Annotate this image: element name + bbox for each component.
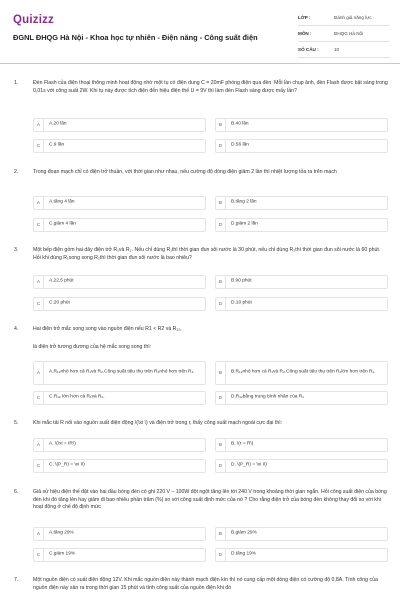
- option-letter: D: [216, 140, 226, 152]
- option-letter: C: [34, 549, 44, 561]
- option-text: D.R₁₂bằng trung bình nhân của R₁: [231, 394, 304, 400]
- option-text: C.giảm 19%: [49, 551, 76, 557]
- option-letter: A: [34, 119, 44, 131]
- option-letter: A: [34, 362, 44, 384]
- option-letter: B: [216, 119, 226, 131]
- option-text: D.giảm 2 lần: [231, 221, 258, 227]
- option-text: B. \(r = R\): [231, 441, 254, 447]
- option-letter: D: [216, 392, 226, 404]
- question-text: Một bếp điện gồm hai dây điện trở R₁và R₂. Nếu chỉ dùng R₁thì thời gian đun sôi nước là 30 phút, nếu chỉ dùng R₂thì thời gian đun sôi nước là 60 phút. Hỏi khi dùng R₁song song R₂thì thời gian đun sôi nước là bao nhiêu?: [33, 247, 381, 261]
- option-letter: B: [216, 276, 226, 288]
- meta-row-subject: [298, 28, 390, 42]
- option-text: B.40 lần: [231, 121, 249, 127]
- option-text: C. \(P_R) = \xi I\): [49, 462, 85, 468]
- meta-key: SỐ CÂU :: [298, 47, 319, 52]
- option-letter: D: [216, 549, 226, 561]
- option-text: B.tăng 2 lần: [231, 199, 257, 205]
- meta-key: MÔN :: [298, 31, 312, 36]
- question-number: 5.: [14, 420, 19, 426]
- option-text: C.20 phút: [49, 300, 70, 306]
- option-3a[interactable]: [33, 275, 206, 289]
- option-1d[interactable]: [215, 139, 388, 153]
- meta-value: Đánh giá năng lực: [334, 15, 372, 20]
- option-text: A.22,5 phút: [49, 278, 74, 284]
- option-5b[interactable]: [215, 438, 388, 452]
- option-letter: A: [34, 528, 44, 540]
- option-1a[interactable]: [33, 118, 206, 132]
- question-number: 4.: [14, 326, 19, 332]
- option-letter: A: [34, 439, 44, 451]
- question-text: Giả sử hiệu điện thế đặt vào hai đầu bóng đèn có ghi 220 V – 100W đột ngột tăng lên tới 240 V trong khoảng thời gian ngắn. Hỏi công suất điện của bóng đèn khi đó tăng lên hay giảm đi bao nhiêu phần trăm (%) so với công suất định mức của nó ? Cho rằng điện trở của bóng đèn không thay đổi so với khi hoạt động ở chế độ định mức: [33, 489, 387, 511]
- option-6b[interactable]: [215, 527, 388, 541]
- question-text: Đèn Flash của điện thoại thông minh hoạt động nhờ một tụ có điện dung C = 20mF phóng điện qua đèn. Mỗi lần chụp ảnh, đèn Flash được bật sáng trong 0,01s với công suất 2W. Khi tụ này được tích điện đến hiệu điện thế U = 9V thì làm đèn Flash sáng được mấy lần?: [33, 80, 388, 94]
- option-letter: C: [34, 392, 44, 404]
- option-text: A.tăng 4 lần: [49, 199, 75, 205]
- option-letter: A: [34, 197, 44, 209]
- option-2b[interactable]: [215, 196, 388, 210]
- option-text: D.56 lần: [231, 142, 249, 148]
- question-number: 1.: [14, 80, 19, 86]
- option-letter: C: [34, 460, 44, 472]
- question-number: 3.: [14, 247, 19, 253]
- question-text: Khi mắc tải R nối vào nguồn suất điện động \(\xi \) và điện trở trong r, thấy công suất mạch ngoài cực đại thì:: [33, 420, 283, 426]
- option-text: C.9 lần: [49, 142, 65, 148]
- meta-key: LỚP :: [298, 15, 311, 20]
- option-text: A.20 lần: [49, 121, 67, 127]
- option-5d[interactable]: [215, 459, 388, 473]
- option-letter: B: [216, 197, 226, 209]
- option-2d[interactable]: [215, 218, 388, 232]
- question-text-continued: là điện trở tương đương của hệ mắc song song thì:: [33, 344, 152, 350]
- option-letter: A: [34, 276, 44, 288]
- option-3c[interactable]: [33, 297, 206, 311]
- option-2a[interactable]: [33, 196, 206, 210]
- option-3d[interactable]: [215, 297, 388, 311]
- meta-value: 10: [334, 47, 340, 52]
- document-title: ĐGNL ĐHQG Hà Nội - Khoa học tự nhiên - Điện năng - Công suất điện: [13, 33, 258, 42]
- option-letter: D: [216, 298, 226, 310]
- meta-row-class: [298, 12, 390, 26]
- option-4b[interactable]: [215, 361, 388, 385]
- option-letter: D: [216, 219, 226, 231]
- option-1b[interactable]: [215, 118, 388, 132]
- option-letter: B: [216, 528, 226, 540]
- option-text: B.giảm 29%: [231, 530, 257, 536]
- option-5c[interactable]: [33, 459, 206, 473]
- header-divider: [0, 63, 400, 64]
- option-text: D.tăng 19%: [231, 551, 257, 557]
- question-number: 2.: [14, 169, 19, 175]
- option-letter: C: [34, 219, 44, 231]
- option-3b[interactable]: [215, 275, 388, 289]
- question-number: 7.: [14, 577, 19, 583]
- option-4c[interactable]: [33, 391, 206, 405]
- meta-row-question-count: [298, 44, 390, 58]
- option-2c[interactable]: [33, 218, 206, 232]
- option-text: A.R₁₂nhỏ hơn cả R₁và R₂.Công suất tiêu thụ trên R₂nhỏ hơn trên R₁.: [49, 369, 195, 375]
- option-letter: D: [216, 460, 226, 472]
- question-text: Trong đoạn mạch chỉ có điện trở thuần, với thời gian như nhau, nếu cường độ dòng điện giảm 2 lần thì nhiệt lượng tỏa ra trên mạch: [33, 169, 337, 175]
- option-text: C.R₁₂ lớn hơn cả R₁và R₂.: [49, 394, 105, 400]
- option-text: D.10 phút: [231, 300, 252, 306]
- option-letter: C: [34, 140, 44, 152]
- option-4d[interactable]: [215, 391, 388, 405]
- option-6d[interactable]: [215, 548, 388, 562]
- question-text: Hai điện trở mắc song song vào nguồn điện nếu R1 < R2 và R₁₂,: [33, 326, 182, 332]
- meta-value: ĐHQG Hà Nội: [334, 31, 364, 36]
- option-5a[interactable]: [33, 438, 206, 452]
- question-number: 6.: [14, 489, 19, 495]
- option-text: B.90 phút: [231, 278, 252, 284]
- option-letter: B: [216, 362, 226, 384]
- option-text: A. \(\xi = IR\): [49, 441, 76, 447]
- option-4a[interactable]: [33, 361, 206, 385]
- option-1c[interactable]: [33, 139, 206, 153]
- option-text: B.R₁₂nhỏ hơn cả R₁và R₂.Công suất tiêu thụ trên R₂lớn hơn trên R₁.: [231, 369, 376, 375]
- option-text: C.giảm 4 lần: [49, 221, 76, 227]
- question-text: Một nguồn điện có suất điện động 12V. Khi mắc nguồn điện này thành mạch điện kín thì nó cung cấp một dòng điện có cường độ 0,8A. Tính công của nguồn điện này sản ra trong thời gian 15 phút và tính công suất của nguồn điện khi đó: [33, 577, 378, 591]
- option-text: D. \(P_R) = \xi I\): [231, 462, 267, 468]
- meta-panel: [298, 12, 390, 60]
- option-6a[interactable]: [33, 527, 206, 541]
- option-text: A.tăng 29%: [49, 530, 74, 536]
- option-letter: C: [34, 298, 44, 310]
- quizizz-logo: Quizizz: [13, 14, 55, 26]
- option-6c[interactable]: [33, 548, 206, 562]
- option-letter: B: [216, 439, 226, 451]
